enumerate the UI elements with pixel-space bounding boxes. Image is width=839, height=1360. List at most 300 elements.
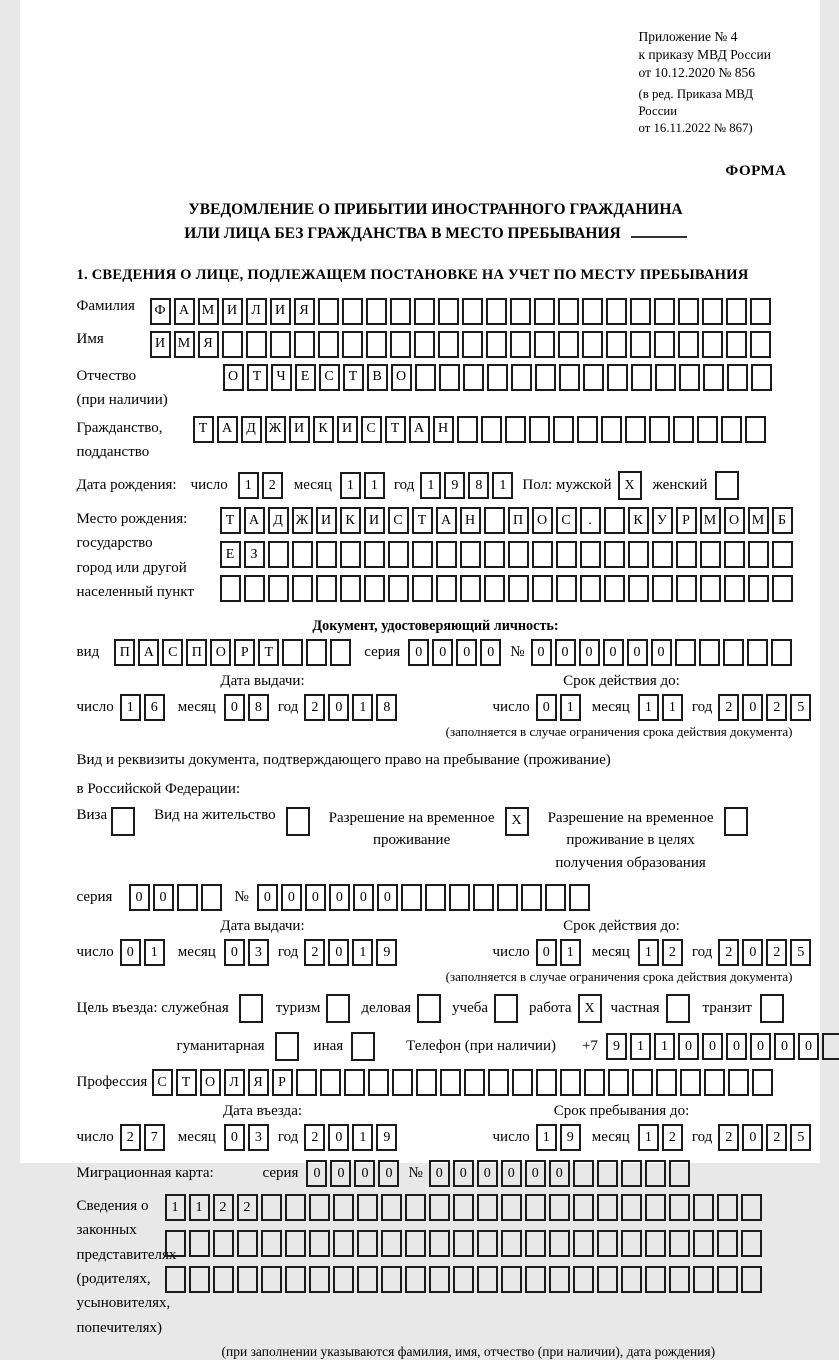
id-valid-until-label: Срок действия до: (563, 673, 680, 690)
form-cell: 1 (165, 1194, 186, 1221)
form-cell (340, 541, 361, 568)
doc-type-cells (114, 639, 354, 666)
form-cell (628, 575, 649, 602)
phone-prefix: +7 (581, 1038, 598, 1055)
form-cell (724, 541, 745, 568)
form-cell (771, 639, 792, 666)
sex-male-checkbox (618, 471, 645, 500)
form-cell (405, 1194, 426, 1221)
temp-residence-checkbox (505, 807, 532, 836)
form-cell (270, 331, 291, 358)
form-cell (330, 639, 351, 666)
form-cell (521, 884, 542, 911)
form-cell: 9 (376, 939, 397, 966)
form-cell: 2 (718, 694, 739, 721)
humanitarian-checkbox (275, 1032, 302, 1061)
month-label: месяц (293, 477, 332, 494)
form-cell: 0 (798, 1033, 819, 1060)
form-cell: 1 (630, 1033, 651, 1060)
form-cell: 2 (766, 694, 787, 721)
form-cell: О (391, 364, 412, 391)
day-label: число (190, 477, 228, 494)
form-cell (717, 1266, 738, 1293)
form-cell (741, 1266, 762, 1293)
form-cell: 0 (742, 694, 763, 721)
form-cell: 2 (120, 1124, 141, 1151)
form-cell: С (152, 1069, 173, 1096)
form-cell (750, 331, 771, 358)
form-cell (654, 331, 675, 358)
birth-place-label: Место рождения: государство город или другой населенный пункт (76, 511, 194, 601)
id-issue-date-label: Дата выдачи: (220, 673, 305, 690)
form-cell: О (223, 364, 244, 391)
form-cell (320, 1069, 341, 1096)
form-cell: 0 (224, 939, 245, 966)
form-cell: 0 (678, 1033, 699, 1060)
form-cell (401, 884, 422, 911)
form-cell: К (628, 507, 649, 534)
form-cell (364, 575, 385, 602)
form-cell (213, 1230, 234, 1257)
rep-row2-cells (165, 1230, 765, 1257)
form-cell (246, 331, 267, 358)
form-cell: Е (295, 364, 316, 391)
form-cell (545, 884, 566, 911)
form-cell: 5 (790, 694, 811, 721)
form-cell: Ж (265, 416, 286, 443)
form-cell: И (316, 507, 337, 534)
form-cell: 1 (364, 472, 385, 499)
entry-day-cells (120, 1124, 168, 1151)
birth-month-cells (340, 472, 388, 499)
form-cell (606, 298, 627, 325)
form-cell (558, 298, 579, 325)
form-cell (453, 1230, 474, 1257)
form-cell: И (270, 298, 291, 325)
form-cell (625, 416, 646, 443)
form-cell: 0 (378, 1160, 399, 1187)
form-cell: 1 (352, 1124, 373, 1151)
form-cell (425, 884, 446, 911)
form-cell: 0 (536, 939, 557, 966)
form-cell: 0 (353, 884, 374, 911)
form-cell: Ж (292, 507, 313, 534)
form-cell: 2 (213, 1194, 234, 1221)
id-valid-month-cells (638, 694, 686, 721)
form-cell: У (652, 507, 673, 534)
form-cell (165, 1230, 186, 1257)
form-cell: Д (241, 416, 262, 443)
form-cell: З (244, 541, 265, 568)
form-cell (549, 1266, 570, 1293)
form-cell (486, 331, 507, 358)
form-cell (508, 541, 529, 568)
form-cell (357, 1230, 378, 1257)
form-cell (429, 1266, 450, 1293)
form-cell: А (244, 507, 265, 534)
form-cell (652, 541, 673, 568)
mig-number-cells (429, 1160, 693, 1187)
form-cell (669, 1266, 690, 1293)
form-cell (501, 1194, 522, 1221)
form-cell (484, 507, 505, 534)
form-cell (717, 1230, 738, 1257)
form-cell: 0 (432, 639, 453, 666)
form-cell (666, 994, 690, 1023)
form-cell: 2 (766, 939, 787, 966)
form-cell (416, 1069, 437, 1096)
form-cell: 6 (144, 694, 165, 721)
form-cell (724, 575, 745, 602)
form-cell (549, 1230, 570, 1257)
form-cell (534, 331, 555, 358)
form-cell: X (578, 994, 602, 1023)
form-cell (669, 1194, 690, 1221)
form-cell (344, 1069, 365, 1096)
form-cell: А (217, 416, 238, 443)
form-cell: О (724, 507, 745, 534)
form-cell (580, 575, 601, 602)
form-cell (392, 1069, 413, 1096)
id-valid-year-cells (718, 694, 814, 721)
form-cell: 0 (603, 639, 624, 666)
form-cell: 7 (144, 1124, 165, 1151)
form-cell (484, 541, 505, 568)
form-cell (464, 1069, 485, 1096)
form-cell (460, 541, 481, 568)
birth-date-label: Дата рождения: (76, 477, 177, 494)
res-series-cells (129, 884, 225, 911)
form-cell (309, 1266, 330, 1293)
form-cell (583, 364, 604, 391)
other-checkbox (351, 1032, 378, 1061)
visa-label: Виза (76, 806, 108, 823)
id-valid-note: (заполняется в случае ограничения срока действия документа) (445, 724, 793, 740)
form-cell (268, 541, 289, 568)
form-cell (405, 1230, 426, 1257)
form-page (20, 0, 820, 1359)
form-cell (388, 541, 409, 568)
title-blank-line (631, 222, 687, 238)
form-cell: П (114, 639, 135, 666)
form-cell: 1 (144, 939, 165, 966)
form-cell (621, 1160, 642, 1187)
form-cell (693, 1266, 714, 1293)
form-cell (676, 541, 697, 568)
form-cell: Л (246, 298, 267, 325)
form-cell: П (186, 639, 207, 666)
form-cell (309, 1230, 330, 1257)
form-cell (573, 1160, 594, 1187)
form-caption: ФОРМА (725, 163, 787, 180)
form-cell: 1 (662, 694, 683, 721)
profession-label: Профессия (76, 1074, 148, 1091)
form-cell: 1 (536, 1124, 557, 1151)
form-cell: 0 (742, 1124, 763, 1151)
form-cell: 0 (328, 694, 349, 721)
form-cell: 0 (257, 884, 278, 911)
form-cell: О (200, 1069, 221, 1096)
form-cell: 0 (330, 1160, 351, 1187)
form-cell (679, 364, 700, 391)
form-cell: 2 (718, 939, 739, 966)
form-cell: 0 (726, 1033, 747, 1060)
form-cell (601, 416, 622, 443)
citizenship-cells (193, 416, 769, 443)
form-cell: 0 (579, 639, 600, 666)
form-cell (577, 416, 598, 443)
form-cell (326, 994, 350, 1023)
form-cell (699, 639, 720, 666)
res-series-label: серия (76, 889, 113, 906)
entry-date-label: Дата въезда: (222, 1103, 303, 1120)
form-cell (415, 364, 436, 391)
form-cell (436, 541, 457, 568)
form-cell (715, 471, 739, 500)
appendix-line: к приказу МВД России (638, 47, 771, 63)
form-cell: 1 (492, 472, 513, 499)
temp-residence-label: Разрешение на временное проживание (328, 809, 495, 849)
form-cell (342, 331, 363, 358)
form-cell (333, 1266, 354, 1293)
form-cell (728, 1069, 749, 1096)
form-cell (318, 298, 339, 325)
form-cell (724, 807, 748, 836)
form-cell (316, 541, 337, 568)
form-cell (285, 1230, 306, 1257)
form-cell: Ф (150, 298, 171, 325)
form-cell (285, 1194, 306, 1221)
patronymic-label: Отчество (при наличии) (76, 367, 168, 409)
form-cell: 2 (304, 1124, 325, 1151)
form-cell (680, 1069, 701, 1096)
form-cell (645, 1160, 666, 1187)
form-cell (381, 1194, 402, 1221)
form-cell (529, 416, 550, 443)
form-cell (261, 1194, 282, 1221)
representatives-label: Сведения о законных представителях (родителях, усыновителях, попечителях) (76, 1198, 177, 1336)
res-valid-day-cells (536, 939, 584, 966)
form-cell (558, 331, 579, 358)
form-cell (429, 1230, 450, 1257)
form-cell (717, 1194, 738, 1221)
form-cell (726, 331, 747, 358)
form-cell: 0 (328, 939, 349, 966)
form-title-line2: ИЛИ ЛИЦА БЕЗ ГРАЖДАНСТВА В МЕСТО ПРЕБЫВАНИЯ (77, 222, 795, 245)
form-cell (512, 1069, 533, 1096)
form-cell: И (150, 331, 171, 358)
form-cell: X (505, 807, 529, 836)
form-cell (497, 884, 518, 911)
form-cell: Т (220, 507, 241, 534)
res-issue-year-cells (304, 939, 400, 966)
representatives-note: (при заполнении указываются фамилия, имя, отчество (при наличии), дата рождения) (221, 1343, 716, 1359)
given-name-label: Имя (76, 330, 104, 347)
section1-heading: 1. СВЕДЕНИЯ О ЛИЦЕ, ПОДЛЕЖАЩЕМ ПОСТАНОВКЕ НА УЧЕТ ПО МЕСТУ ПРЕБЫВАНИЯ (76, 266, 749, 283)
profession-cells (152, 1069, 776, 1096)
form-cell (463, 364, 484, 391)
form-cell (488, 1069, 509, 1096)
form-cell (405, 1266, 426, 1293)
form-cell (628, 541, 649, 568)
form-cell (597, 1160, 618, 1187)
form-cell (390, 298, 411, 325)
form-cell (772, 575, 793, 602)
form-cell (481, 416, 502, 443)
form-cell (366, 298, 387, 325)
form-cell (414, 298, 435, 325)
form-cell: И (364, 507, 385, 534)
form-cell (294, 331, 315, 358)
form-cell: Т (193, 416, 214, 443)
form-cell: 1 (352, 939, 373, 966)
tourism-checkbox (326, 994, 353, 1023)
form-cell (368, 1069, 389, 1096)
humanitarian-label: гуманитарная (176, 1038, 265, 1055)
res-number-label: № (234, 889, 249, 906)
form-cell (606, 331, 627, 358)
form-cell: Т (247, 364, 268, 391)
form-cell: О (532, 507, 553, 534)
form-cell (751, 364, 772, 391)
form-cell (655, 364, 676, 391)
form-cell: Н (433, 416, 454, 443)
id-doc-heading: Документ, удостоверяющий личность: (312, 618, 559, 635)
form-cell (213, 1266, 234, 1293)
purpose-row2 (176, 1032, 812, 1061)
form-cell (189, 1266, 210, 1293)
form-cell: 1 (238, 472, 259, 499)
form-cell: 1 (638, 1124, 659, 1151)
form-cell: 0 (328, 1124, 349, 1151)
form-cell: С (162, 639, 183, 666)
form-cell (573, 1194, 594, 1221)
form-cell (703, 364, 724, 391)
mig-series-cells (306, 1160, 402, 1187)
form-cell: 2 (766, 1124, 787, 1151)
id-series-cells (408, 639, 504, 666)
form-cell: М (748, 507, 769, 534)
form-cell: 0 (120, 939, 141, 966)
form-cell: 9 (444, 472, 465, 499)
form-title-line1: УВЕДОМЛЕНИЕ О ПРИБЫТИИ ИНОСТРАННОГО ГРАЖДАНИНА (188, 201, 683, 219)
form-cell: 9 (376, 1124, 397, 1151)
form-cell (678, 298, 699, 325)
form-cell (316, 575, 337, 602)
sex-male-label: Пол: мужской (522, 477, 612, 494)
form-cell (364, 541, 385, 568)
form-cell (678, 331, 699, 358)
form-cell: А (174, 298, 195, 325)
form-cell: Н (460, 507, 481, 534)
purpose-official-checkbox (239, 994, 266, 1023)
form-cell (237, 1266, 258, 1293)
form-cell (494, 994, 518, 1023)
form-cell (700, 541, 721, 568)
form-cell (525, 1230, 546, 1257)
form-cell (244, 575, 265, 602)
form-cell (292, 541, 313, 568)
form-cell (569, 884, 590, 911)
form-cell: 0 (531, 639, 552, 666)
form-cell: 2 (262, 472, 283, 499)
transit-checkbox (760, 994, 787, 1023)
form-cell: М (198, 298, 219, 325)
form-cell: 0 (480, 639, 501, 666)
form-cell (697, 416, 718, 443)
form-cell: Т (343, 364, 364, 391)
form-cell (189, 1230, 210, 1257)
sex-female-checkbox (715, 471, 742, 500)
id-issue-year-cells (304, 694, 400, 721)
transit-label: транзит (702, 1000, 752, 1017)
form-cell: И (222, 298, 243, 325)
form-cell: 0 (501, 1160, 522, 1187)
form-cell (621, 1266, 642, 1293)
form-cell (440, 1069, 461, 1096)
form-cell (111, 807, 135, 836)
id-valid-until-row: число 0 1 месяц 1 1 год 2 0 2 5 (493, 694, 815, 721)
form-cell: 9 (560, 1124, 581, 1151)
form-cell (268, 575, 289, 602)
form-cell (532, 541, 553, 568)
form-cell: Я (198, 331, 219, 358)
form-cell (525, 1194, 546, 1221)
rep-row3-cells (165, 1266, 765, 1293)
form-cell (536, 1069, 557, 1096)
form-cell: К (313, 416, 334, 443)
form-cell: 0 (306, 1160, 327, 1187)
form-cell (388, 575, 409, 602)
form-cell: О (210, 639, 231, 666)
res-valid-until-row: число 0 1 месяц 1 2 год 2 0 2 5 (493, 939, 815, 966)
form-cell: 3 (248, 939, 269, 966)
form-cell (607, 364, 628, 391)
form-cell (333, 1230, 354, 1257)
form-cell (693, 1230, 714, 1257)
patronymic-cells (223, 364, 775, 391)
form-cell (748, 541, 769, 568)
form-cell: 0 (224, 1124, 245, 1151)
phone-label: Телефон (при наличии) (406, 1038, 556, 1055)
res-issue-date-row: число 0 1 месяц 0 3 год 2 0 1 9 (77, 939, 449, 966)
form-cell: 1 (654, 1033, 675, 1060)
entry-year-cells (304, 1124, 400, 1151)
form-cell (630, 331, 651, 358)
form-cell (721, 416, 742, 443)
temp-edu-label: Разрешение на временное проживание в целях получения образования (547, 809, 714, 871)
birth-year-cells (420, 472, 516, 499)
form-cell: 0 (408, 639, 429, 666)
form-cell: Д (268, 507, 289, 534)
res-valid-until-label: Срок действия до: (563, 918, 680, 935)
form-cell: 0 (129, 884, 150, 911)
residence-permit-checkbox (286, 807, 313, 836)
form-cell (501, 1230, 522, 1257)
form-cell (292, 575, 313, 602)
stay-until-label: Срок пребывания до: (553, 1103, 690, 1120)
migration-card-label: Миграционная карта: (76, 1165, 214, 1182)
form-cell: 0 (377, 884, 398, 911)
form-cell: М (174, 331, 195, 358)
form-cell (535, 364, 556, 391)
form-cell (556, 575, 577, 602)
form-cell (342, 298, 363, 325)
form-cell (582, 331, 603, 358)
form-cell: 0 (453, 1160, 474, 1187)
birth-place-row1-cells (220, 507, 796, 534)
form-cell (604, 507, 625, 534)
